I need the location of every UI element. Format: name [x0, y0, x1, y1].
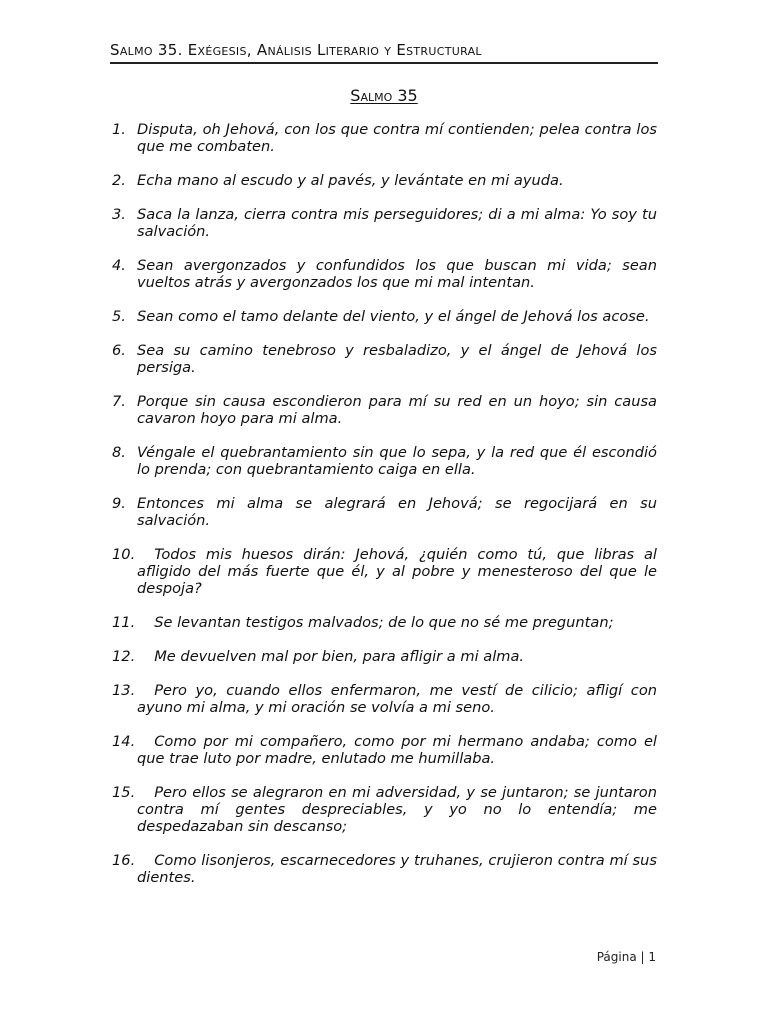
- verse-text: Como lisonjeros, escarnecedores y truhanes, crujieron contra mí sus dientes.: [137, 852, 657, 886]
- verse-number: 4.: [112, 257, 126, 274]
- verse-item: [112, 257, 657, 291]
- verse-item: [112, 121, 657, 155]
- verse-number: 6.: [112, 342, 126, 359]
- verse-number: 16.: [112, 852, 136, 869]
- document-title: [0, 86, 768, 106]
- verse-text: Sean como el tamo delante del viento, y el ángel de Jehová los acose.: [137, 308, 650, 325]
- verse-number: 2.: [112, 172, 126, 189]
- verse-text: Se levantan testigos malvados; de lo que no sé me preguntan;: [154, 614, 614, 631]
- verse-item: [112, 614, 657, 631]
- verse-number: 13.: [112, 682, 136, 699]
- verse-item: [112, 172, 657, 189]
- verse-number: 14.: [112, 733, 136, 750]
- verse-number: 5.: [112, 308, 126, 325]
- verse-item: [112, 206, 657, 240]
- document-title-text: Salmo 35: [350, 86, 418, 105]
- verse-number: 15.: [112, 784, 136, 801]
- verse-text: Me devuelven mal por bien, para afligir a mi alma.: [154, 648, 525, 665]
- verse-text: Sean avergonzados y confundidos los que buscan mi vida; sean vueltos atrás y avergonzados los que mi mal intentan.: [137, 257, 657, 291]
- verse-text: Pero yo, cuando ellos enfermaron, me vestí de cilicio; afligí con ayuno mi alma, y mi oración se volvía a mi seno.: [137, 682, 657, 716]
- verse-text: Echa mano al escudo y al pavés, y levántate en mi ayuda.: [137, 172, 564, 189]
- verse-list: [112, 121, 657, 903]
- verse-item: [112, 682, 657, 716]
- verse-number: 1.: [112, 121, 126, 138]
- verse-item: [112, 784, 657, 835]
- verse-text: Saca la lanza, cierra contra mis perseguidores; di a mi alma: Yo soy tu salvación.: [137, 206, 657, 240]
- verse-text: Sea su camino tenebroso y resbaladizo, y el ángel de Jehová los persiga.: [137, 342, 657, 376]
- verse-item: [112, 852, 657, 886]
- verse-text: Porque sin causa escondieron para mí su red en un hoyo; sin causa cavaron hoyo para mi alma.: [137, 393, 657, 427]
- verse-number: 8.: [112, 444, 126, 461]
- running-header: Salmo 35. Exégesis, Análisis Literario y Estructural: [110, 40, 658, 64]
- verse-item: [112, 648, 657, 665]
- verse-text: Todos mis huesos dirán: Jehová, ¿quién como tú, que libras al afligido del más fuerte que él, y al pobre y menesteroso del que le despoja?: [137, 546, 657, 597]
- verse-item: [112, 308, 657, 325]
- verse-item: [112, 495, 657, 529]
- page-number: Página | 1: [596, 950, 656, 964]
- verse-number: 10.: [112, 546, 136, 563]
- verse-item: [112, 733, 657, 767]
- verse-number: 7.: [112, 393, 126, 410]
- verse-number: 11.: [112, 614, 136, 631]
- verse-item: [112, 546, 657, 597]
- verse-item: [112, 342, 657, 376]
- verse-text: Pero ellos se alegraron en mi adversidad, y se juntaron; se juntaron contra mí gentes despreciables, y yo no lo entendía; me despedazaban sin descanso;: [137, 784, 657, 835]
- verse-item: [112, 444, 657, 478]
- verse-text: Véngale el quebrantamiento sin que lo sepa, y la red que él escondió lo prenda; con quebrantamiento caiga en ella.: [137, 444, 657, 478]
- verse-item: [112, 393, 657, 427]
- verse-number: 3.: [112, 206, 126, 223]
- verse-number: 12.: [112, 648, 136, 665]
- verse-text: Disputa, oh Jehová, con los que contra mí contienden; pelea contra los que me combaten.: [137, 121, 657, 155]
- verse-text: Como por mi compañero, como por mi hermano andaba; como el que trae luto por madre, enlutado me humillaba.: [137, 733, 657, 767]
- verse-text: Entonces mi alma se alegrará en Jehová; se regocijará en su salvación.: [137, 495, 657, 529]
- verse-number: 9.: [112, 495, 126, 512]
